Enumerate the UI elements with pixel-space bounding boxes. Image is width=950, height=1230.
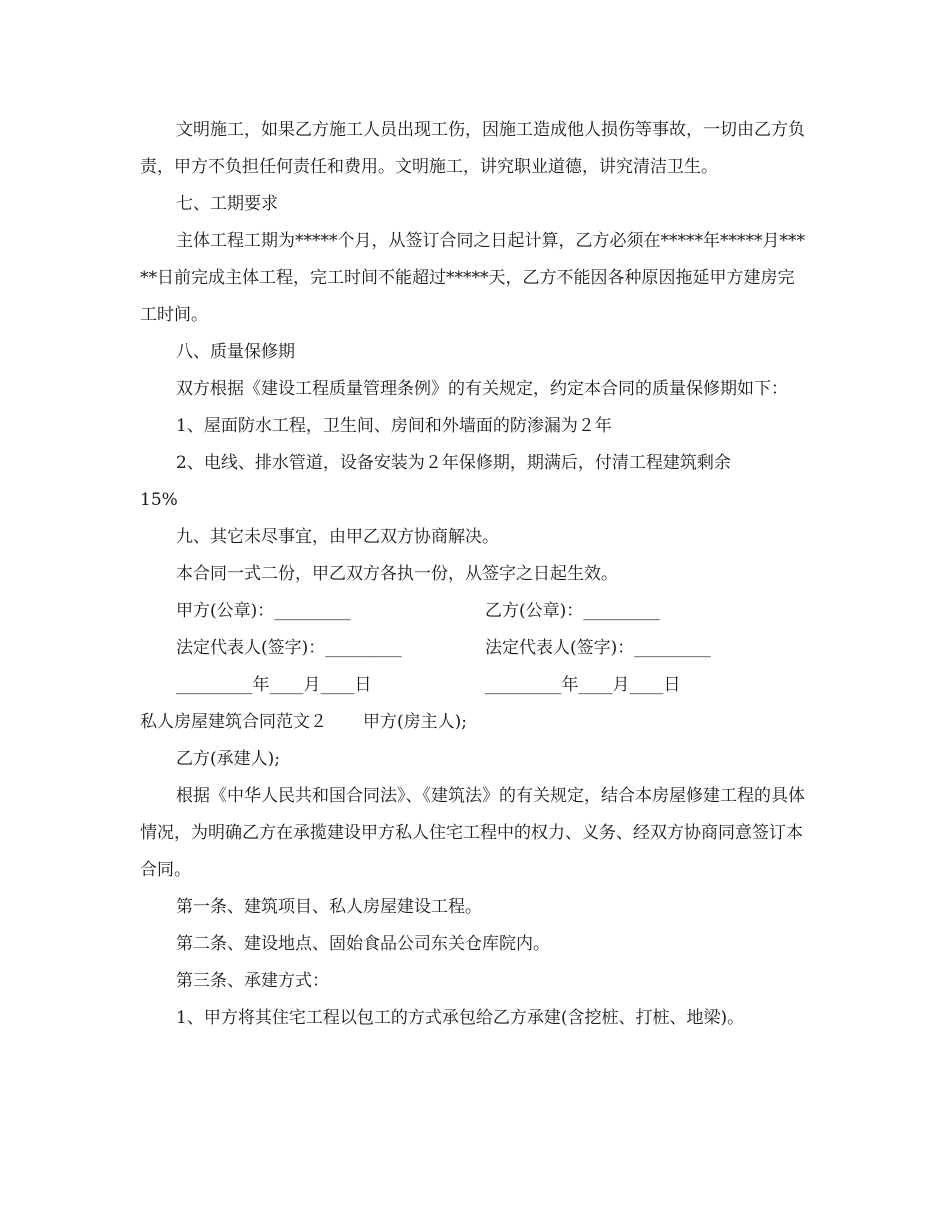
signature-row-seal [140, 593, 810, 630]
section2-title: 私人房屋建筑合同范文２ [140, 712, 327, 732]
paragraph: 主体工程工期为*****个月，从签订合同之日起计算，乙方必须在*****年*****月*****日前完成主体工程，完工时间不能超过*****天，乙方不能因各种原因拖延甲方建房完工时间。 [140, 231, 805, 325]
list-item: 2、电线、排水管道，设备安装为２年保修期，期满后，付清工程建筑剩余 [176, 453, 731, 473]
list-item: 1、甲方将其住宅工程以包工的方式承包给乙方承建(含挖桩、打桩、地梁)。 [176, 1008, 745, 1028]
section-heading: 八、质量保修期 [176, 342, 295, 362]
section-heading: 九、其它未尽事宜，由甲乙双方协商解决。 [176, 527, 499, 547]
signature-row-rep [140, 630, 810, 667]
party-a-label: 甲方(房主人); [363, 712, 467, 732]
section-heading: 七、工期要求 [176, 194, 278, 214]
article: 第一条、建筑项目、私人房屋建设工程。 [176, 897, 482, 917]
paragraph: 根据《中华人民共和国合同法》、《建筑法》的有关规定，结合本房屋修建工程的具体情况，为明确乙方在承揽建设甲方私人住宅工程中的权力、义务、经双方协商同意签订本合同。 [140, 786, 805, 880]
party-a-date: _________年____月____日 [176, 675, 372, 695]
party-b-seal: 乙方(公章)：_________ [485, 601, 660, 621]
document-page [140, 112, 810, 1037]
signature-row-date [140, 667, 810, 704]
list-item: 1、屋面防水工程，卫生间、房间和外墙面的防渗漏为２年 [176, 416, 612, 436]
party-a-representative: 法定代表人(签字)：_________ [176, 638, 402, 658]
article: 第二条、建设地点、固始食品公司东关仓库院内。 [176, 934, 550, 954]
party-b-label: 乙方(承建人); [176, 749, 280, 769]
paragraph: 本合同一式二份，甲乙双方各执一份，从签字之日起生效。 [176, 564, 618, 584]
section2-title-line [140, 704, 810, 741]
paragraph: 文明施工，如果乙方施工人员出现工伤，因施工造成他人损伤等事故，一切由乙方负责，甲方不负担任何责任和费用。文明施工，讲究职业道德，讲究清洁卫生。 [140, 120, 805, 177]
party-b-representative: 法定代表人(签字)：_________ [485, 638, 711, 658]
list-item-continuation: 15% [140, 490, 178, 510]
party-a-seal: 甲方(公章)：_________ [176, 601, 351, 621]
article: 第三条、承建方式： [176, 971, 329, 991]
party-b-date: _________年____月____日 [485, 675, 681, 695]
paragraph: 双方根据《建设工程质量管理条例》的有关规定，约定本合同的质量保修期如下： [176, 379, 788, 399]
